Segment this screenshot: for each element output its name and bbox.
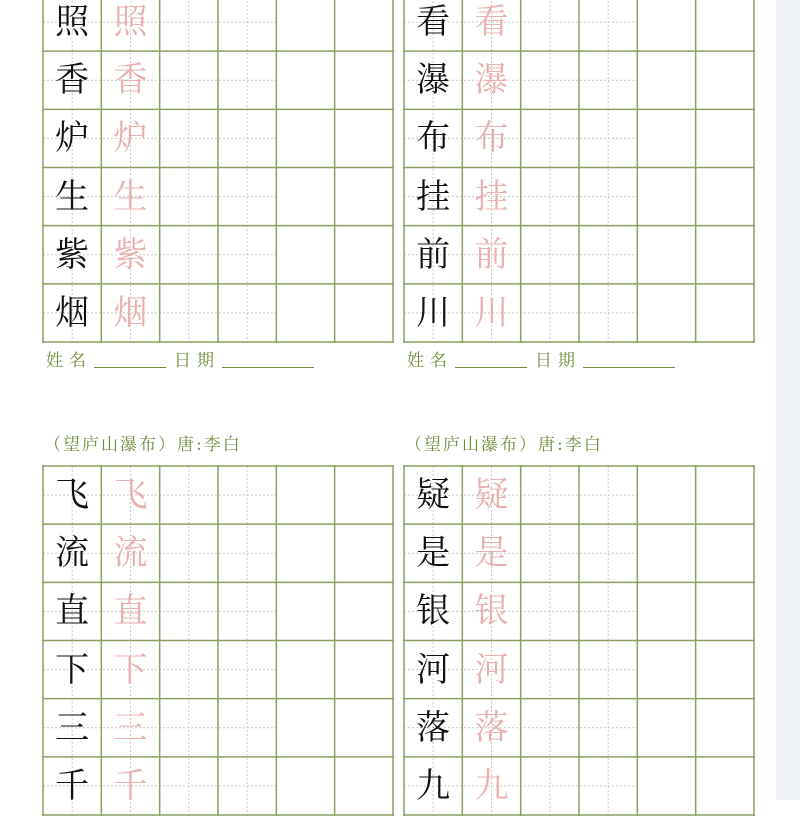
practice-cell[interactable] — [521, 641, 579, 699]
model-character: 飞 — [55, 475, 90, 516]
model-character: 看 — [416, 2, 451, 43]
practice-grid-top-left — [42, 0, 392, 341]
practice-cell[interactable] — [276, 757, 334, 815]
practice-cell[interactable] — [521, 582, 579, 640]
practice-cell[interactable] — [160, 524, 218, 582]
practice-cell[interactable] — [160, 0, 218, 51]
practice-cell[interactable] — [218, 168, 276, 226]
practice-cell[interactable] — [521, 226, 579, 284]
trace-character: 流 — [113, 533, 148, 574]
practice-cell[interactable] — [335, 466, 393, 524]
trace-character: 直 — [113, 591, 148, 632]
name-field[interactable] — [94, 366, 166, 368]
practice-cell[interactable] — [696, 226, 754, 284]
model-character: 紫 — [55, 234, 90, 275]
trace-character: 生 — [113, 176, 148, 217]
trace-character: 疑 — [474, 475, 509, 516]
practice-cell[interactable] — [160, 284, 218, 342]
practice-cell[interactable] — [637, 226, 695, 284]
model-character: 千 — [55, 765, 90, 806]
trace-character: 看 — [474, 2, 509, 43]
practice-cell[interactable] — [335, 582, 393, 640]
practice-cell[interactable] — [637, 168, 695, 226]
practice-cell[interactable] — [637, 582, 695, 640]
practice-cell[interactable] — [696, 524, 754, 582]
practice-cell[interactable] — [521, 168, 579, 226]
model-character: 疑 — [416, 475, 451, 516]
practice-cell[interactable] — [335, 109, 393, 167]
trace-character: 炉 — [113, 118, 148, 159]
practice-cell[interactable] — [521, 757, 579, 815]
trace-character: 前 — [474, 234, 509, 275]
practice-cell[interactable] — [276, 466, 334, 524]
practice-cell[interactable] — [276, 51, 334, 109]
practice-grid-bottom-right — [403, 465, 753, 814]
practice-cell[interactable] — [276, 0, 334, 51]
practice-cell[interactable] — [696, 582, 754, 640]
trace-character: 下 — [113, 649, 148, 690]
practice-cell[interactable] — [160, 641, 218, 699]
model-character: 挂 — [416, 176, 451, 217]
model-character: 烟 — [55, 292, 90, 333]
practice-cell[interactable] — [521, 524, 579, 582]
trace-character: 布 — [474, 118, 509, 159]
model-character: 炉 — [55, 118, 90, 159]
date-field[interactable] — [222, 366, 314, 368]
practice-cell[interactable] — [579, 524, 637, 582]
practice-cell[interactable] — [335, 226, 393, 284]
practice-cell[interactable] — [521, 699, 579, 757]
model-character: 九 — [416, 765, 451, 806]
practice-cell[interactable] — [579, 641, 637, 699]
practice-cell[interactable] — [276, 226, 334, 284]
date-label: 日期 — [174, 351, 220, 371]
practice-cell[interactable] — [335, 641, 393, 699]
practice-cell[interactable] — [218, 226, 276, 284]
practice-cell[interactable] — [637, 757, 695, 815]
practice-cell[interactable] — [335, 51, 393, 109]
practice-cell[interactable] — [335, 168, 393, 226]
practice-cell[interactable] — [579, 582, 637, 640]
practice-cell[interactable] — [696, 168, 754, 226]
trace-character: 瀑 — [474, 60, 509, 101]
practice-cell[interactable] — [160, 757, 218, 815]
trace-character: 川 — [474, 292, 509, 333]
footer-top-left — [46, 346, 322, 371]
practice-cell[interactable] — [276, 109, 334, 167]
practice-cell[interactable] — [696, 284, 754, 342]
practice-cell[interactable] — [579, 226, 637, 284]
model-character: 银 — [416, 591, 451, 632]
trace-character: 千 — [113, 765, 148, 806]
practice-cell[interactable] — [521, 284, 579, 342]
page-edge — [776, 0, 800, 800]
practice-cell[interactable] — [218, 699, 276, 757]
model-character: 香 — [55, 60, 90, 101]
poem-title-right: （望庐山瀑布）唐:李白 — [405, 435, 603, 455]
trace-character: 落 — [474, 707, 509, 748]
practice-cell[interactable] — [218, 0, 276, 51]
practice-cell[interactable] — [218, 109, 276, 167]
trace-character: 烟 — [113, 292, 148, 333]
practice-cell[interactable] — [160, 226, 218, 284]
practice-cell[interactable] — [637, 466, 695, 524]
practice-cell[interactable] — [521, 51, 579, 109]
practice-cell[interactable] — [579, 168, 637, 226]
trace-character: 飞 — [113, 475, 148, 516]
date-field[interactable] — [583, 366, 675, 368]
practice-cell[interactable] — [521, 0, 579, 51]
practice-cell[interactable] — [276, 524, 334, 582]
practice-cell[interactable] — [637, 0, 695, 51]
model-character: 流 — [55, 533, 90, 574]
practice-grid-top-right — [403, 0, 753, 341]
model-character: 瀑 — [416, 60, 451, 101]
practice-grid-bottom-left — [42, 465, 392, 814]
footer-top-right — [407, 346, 683, 371]
practice-cell[interactable] — [160, 582, 218, 640]
practice-cell[interactable] — [637, 109, 695, 167]
practice-cell[interactable] — [521, 109, 579, 167]
practice-cell[interactable] — [276, 284, 334, 342]
practice-cell[interactable] — [276, 641, 334, 699]
model-character: 布 — [416, 118, 451, 159]
model-character: 是 — [416, 533, 451, 574]
model-character: 三 — [55, 707, 90, 748]
trace-character: 是 — [474, 533, 509, 574]
practice-cell[interactable] — [696, 641, 754, 699]
model-character: 下 — [55, 649, 90, 690]
practice-cell[interactable] — [276, 582, 334, 640]
poem-title-left: （望庐山瀑布）唐:李白 — [44, 435, 242, 455]
practice-cell[interactable] — [579, 51, 637, 109]
trace-character: 照 — [113, 2, 148, 43]
practice-cell[interactable] — [579, 109, 637, 167]
practice-cell[interactable] — [579, 0, 637, 51]
practice-cell[interactable] — [218, 51, 276, 109]
practice-cell[interactable] — [637, 641, 695, 699]
practice-cell[interactable] — [160, 466, 218, 524]
practice-cell[interactable] — [160, 168, 218, 226]
practice-cell[interactable] — [579, 466, 637, 524]
practice-cell[interactable] — [218, 284, 276, 342]
practice-cell[interactable] — [696, 51, 754, 109]
practice-cell[interactable] — [696, 109, 754, 167]
trace-character: 三 — [113, 707, 148, 748]
practice-cell[interactable] — [160, 51, 218, 109]
practice-cell[interactable] — [696, 0, 754, 51]
practice-cell[interactable] — [335, 757, 393, 815]
practice-cell[interactable] — [218, 641, 276, 699]
practice-cell[interactable] — [579, 284, 637, 342]
practice-cell[interactable] — [696, 699, 754, 757]
practice-cell[interactable] — [335, 284, 393, 342]
model-character: 川 — [416, 292, 451, 333]
date-label: 日期 — [535, 351, 581, 371]
practice-cell[interactable] — [335, 0, 393, 51]
model-character: 落 — [416, 707, 451, 748]
model-character: 照 — [55, 2, 90, 43]
practice-cell[interactable] — [335, 524, 393, 582]
practice-cell[interactable] — [335, 699, 393, 757]
practice-cell[interactable] — [637, 51, 695, 109]
practice-cell[interactable] — [218, 582, 276, 640]
trace-character: 银 — [474, 591, 509, 632]
practice-cell[interactable] — [276, 168, 334, 226]
practice-cell[interactable] — [276, 699, 334, 757]
practice-cell[interactable] — [579, 757, 637, 815]
trace-character: 挂 — [474, 176, 509, 217]
practice-cell[interactable] — [637, 524, 695, 582]
practice-cell[interactable] — [637, 284, 695, 342]
name-field[interactable] — [455, 366, 527, 368]
trace-character: 河 — [474, 649, 509, 690]
practice-cell[interactable] — [696, 466, 754, 524]
practice-cell[interactable] — [579, 699, 637, 757]
practice-cell[interactable] — [218, 524, 276, 582]
practice-cell[interactable] — [696, 757, 754, 815]
practice-cell[interactable] — [160, 699, 218, 757]
name-label: 姓名 — [407, 351, 453, 371]
practice-cell[interactable] — [218, 466, 276, 524]
model-character: 前 — [416, 234, 451, 275]
model-character: 生 — [55, 176, 90, 217]
practice-cell[interactable] — [637, 699, 695, 757]
practice-cell[interactable] — [218, 757, 276, 815]
trace-character: 九 — [474, 765, 509, 806]
trace-character: 香 — [113, 60, 148, 101]
practice-cell[interactable] — [521, 466, 579, 524]
name-label: 姓名 — [46, 351, 92, 371]
model-character: 河 — [416, 649, 451, 690]
practice-cell[interactable] — [160, 109, 218, 167]
model-character: 直 — [55, 591, 90, 632]
trace-character: 紫 — [113, 234, 148, 275]
